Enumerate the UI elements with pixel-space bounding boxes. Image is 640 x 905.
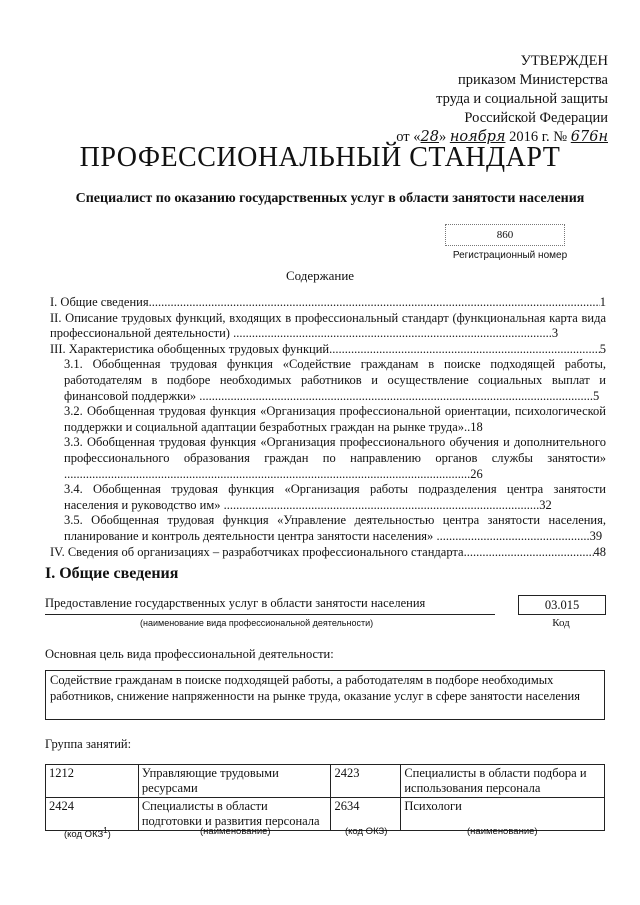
toc-item-page: 5: [593, 388, 600, 403]
toc-leader: ..................................................................................................................................: [64, 466, 471, 481]
occupation-name-caption: (наименование): [200, 826, 271, 837]
occupation-group-table: [45, 764, 605, 831]
toc-leader: [464, 545, 594, 561]
toc-item[interactable]: [50, 295, 606, 311]
approval-title: УТВЕРЖДЕН: [520, 53, 608, 69]
date-mid: »: [438, 129, 450, 145]
okz-code-cell: 2634: [331, 798, 401, 831]
toc-item-page: 3: [551, 326, 559, 341]
toc-item-text: 3.5. Обобщенная трудовая функция «Управление деятельностью центра занятости населения, планирование и контроль деятельности центра занятости населения»: [64, 513, 606, 543]
toc-subitem[interactable]: [50, 435, 606, 482]
okz-code-cell: 2423: [331, 765, 401, 798]
standard-name: Специалист по оказанию государственных услуг в области занятости населения: [75, 191, 585, 206]
okz-code-cell: 1212: [46, 765, 139, 798]
okz-code-caption: [64, 826, 111, 840]
toc-item-page: 48: [593, 544, 606, 559]
toc-leader: ..............................................................................................................................: [196, 388, 594, 403]
toc-subitem[interactable]: [50, 404, 606, 435]
toc-item-page: 32: [539, 497, 552, 512]
toc-item-text: 3.1. Обобщенная трудовая функция «Содействие гражданам в поиске подходящей работы, работодателям в подборе необходимых работников и осуществление социальных выплат и финансовой поддержки»: [64, 357, 606, 403]
toc-subitem[interactable]: [50, 482, 606, 513]
toc-subitem[interactable]: [50, 513, 606, 544]
toc-item-page: 5: [599, 341, 606, 356]
activity-code-box: 03.015: [518, 595, 606, 615]
approval-line: Российской Федерации: [464, 110, 608, 126]
toc-item[interactable]: [50, 342, 606, 358]
occupation-name-caption: (наименование): [467, 826, 538, 837]
toc-item-text: III. Характеристика обобщенных трудовых функций: [50, 341, 330, 356]
toc-leader: [329, 342, 600, 358]
toc-subitem[interactable]: [50, 357, 606, 404]
occupation-name-cell: Специалисты в области подготовки и развития персонала: [138, 798, 331, 831]
toc-item[interactable]: [50, 311, 606, 342]
goal-text-box: Содействие гражданам в поиске подходящей работы, а работодателям в подборе необходимых работников, снижение напряженности на рынке труда, оказание услуг в сфере занятости населения: [45, 670, 605, 720]
toc-item-page: 18: [470, 419, 483, 434]
registration-label: Регистрационный номер: [452, 250, 568, 261]
registration-number-box: 860: [445, 224, 565, 246]
goal-label: Основная цель вида профессиональной деятельности:: [45, 647, 334, 661]
page-title: ПРОФЕССИОНАЛЬНЫЙ СТАНДАРТ: [79, 142, 561, 173]
toc-leader: .................................................: [433, 528, 590, 543]
toc-leader: ......................................................................................................: [229, 326, 552, 341]
toc-item-text: IV. Сведения об организациях – разработчиках профессионального стандарта: [50, 544, 464, 559]
toc-item-page: 1: [599, 295, 606, 309]
approval-block: [396, 52, 608, 147]
toc-item-text: 3.2. Обобщенная трудовая функция «Организация профессиональной ориентации, психологической поддержки и социальной адаптации безработных граждан на рынке труда»..: [64, 404, 606, 434]
activity-code-label: Код: [552, 617, 570, 629]
okz-caption-text: (код ОКЗ: [64, 829, 104, 841]
okz-code-caption: (код ОКЗ): [345, 826, 388, 837]
toc-item-text: 3.4. Обобщенная трудовая функция «Организация работы подразделения центра занятости населения и руководство им»: [64, 482, 606, 512]
toc-item-text: II. Описание трудовых функций, входящих в профессиональный стандарт (функциональная карта вида профессиональной деятельности): [50, 310, 606, 341]
toc-item-text: 3.3. Обобщенная трудовая функция «Организация профессионального обучения и дополнительного профессионального образования граждан по направлению органов службы занятости»: [64, 435, 606, 465]
handwritten-number: 676н: [570, 129, 608, 145]
table-row: [46, 765, 605, 798]
section-heading: I. Общие сведения: [45, 565, 179, 582]
toc-leader: [149, 295, 600, 311]
toc-item-page: 26: [470, 466, 483, 481]
activity-kind-value: Предоставление государственных услуг в области занятости населения: [45, 596, 426, 610]
toc-heading: Содержание: [285, 268, 355, 283]
approval-line: труда и социальной защиты: [436, 91, 608, 107]
activity-kind-underline: [45, 614, 495, 615]
date-year: 2016 г. №: [505, 129, 568, 145]
handwritten-day: 28: [420, 129, 439, 145]
toc-item[interactable]: [50, 545, 606, 561]
toc-item-text: I. Общие сведения: [50, 295, 149, 309]
okz-code-cell: 2424: [46, 798, 139, 831]
okz-caption-close: ): [107, 829, 111, 841]
toc-leader: .....................................................................................................: [220, 497, 540, 512]
handwritten-month: ноября: [449, 129, 506, 145]
activity-kind-caption: (наименование вида профессиональной деятельности): [140, 618, 374, 628]
toc-item-page: 39: [589, 528, 603, 543]
occupation-name-cell: Психологи: [401, 798, 605, 831]
occupation-name-cell: Специалисты в области подбора и использования персонала: [401, 765, 605, 798]
table-of-contents: [50, 295, 606, 560]
approval-line: приказом Министерства: [458, 72, 608, 88]
occupation-name-cell: Управляющие трудовыми ресурсами: [138, 765, 331, 798]
footnote-mark[interactable]: 1: [103, 826, 108, 835]
occupation-group-label: Группа занятий:: [45, 737, 132, 751]
date-prefix: от «: [396, 129, 421, 145]
